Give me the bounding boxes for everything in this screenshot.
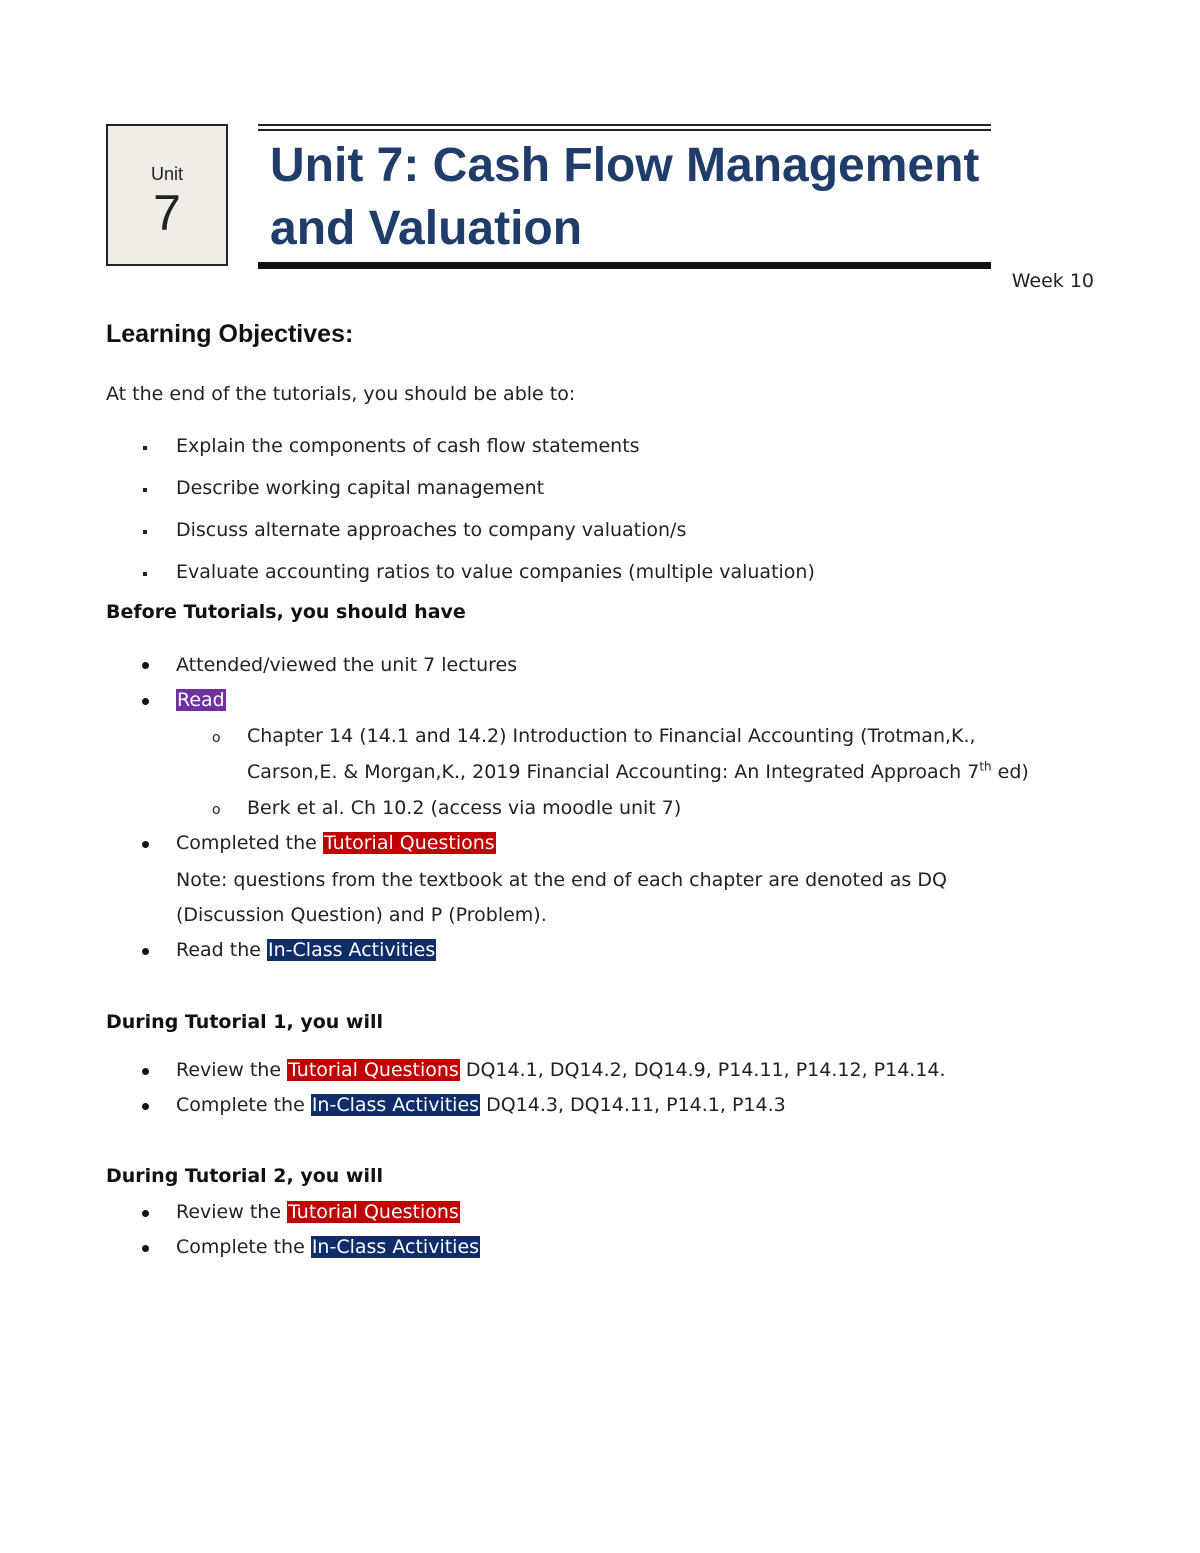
circle-bullet-icon: o: [212, 802, 221, 818]
review-prefix: Review the: [176, 1059, 288, 1081]
in-class-activities-highlight: In-Class Activities: [268, 939, 436, 961]
page-title: Unit 7: Cash Flow Management and Valuation: [270, 139, 980, 255]
tutorial-1-heading: During Tutorial 1, you will: [106, 1011, 384, 1033]
read-highlight: Read: [177, 689, 225, 711]
tutorial-questions-highlight: Tutorial Questions: [288, 1059, 459, 1081]
read-activities-item: [176, 939, 436, 961]
bullet-dot-icon: [142, 1245, 149, 1252]
unit-badge: [106, 124, 228, 266]
review-question-list: DQ14.1, DQ14.2, DQ14.9, P14.11, P14.12, P14.14.: [459, 1059, 946, 1081]
review-prefix: Review the: [176, 1201, 288, 1223]
read-item: [176, 689, 226, 711]
objective-item: Discuss alternate approaches to company valuation/s: [176, 519, 687, 541]
bullet-dot-icon: [142, 948, 149, 955]
tutorial-2-complete-item: [176, 1236, 480, 1258]
bullet-dot-icon: [142, 1103, 149, 1110]
title-bottom-rule: [258, 262, 991, 269]
square-bullet-icon: [143, 446, 147, 450]
tutorial-2-review-item: [176, 1201, 460, 1223]
chapter-reading-superscript: th: [979, 759, 992, 774]
note-line-2: (Discussion Question) and P (Problem).: [176, 904, 547, 926]
complete-question-list: DQ14.3, DQ14.11, P14.1, P14.3: [480, 1094, 786, 1116]
tutorial-questions-highlight: Tutorial Questions: [323, 832, 495, 854]
circle-bullet-icon: o: [212, 730, 221, 746]
learning-objectives-heading: Learning Objectives:: [106, 320, 354, 348]
square-bullet-icon: [143, 572, 147, 576]
tutorial-2-heading: During Tutorial 2, you will: [106, 1165, 384, 1187]
berk-reading: Berk et al. Ch 10.2 (access via moodle unit 7): [247, 797, 682, 819]
square-bullet-icon: [143, 488, 147, 492]
complete-prefix: Complete the: [176, 1094, 311, 1116]
completed-questions-item: [176, 832, 496, 854]
square-bullet-icon: [143, 530, 147, 534]
chapter-reading-suffix: ed): [991, 761, 1029, 783]
bullet-dot-icon: [142, 1068, 149, 1075]
week-label: Week 10: [1011, 270, 1094, 292]
bullet-dot-icon: [142, 841, 149, 848]
chapter-reading-line-1: Chapter 14 (14.1 and 14.2) Introduction to Financial Accounting (Trotman,K.,: [247, 725, 976, 747]
complete-prefix: Complete the: [176, 1236, 311, 1258]
attended-lectures-item: Attended/viewed the unit 7 lectures: [176, 654, 518, 676]
before-tutorials-heading: Before Tutorials, you should have: [106, 601, 466, 623]
tutorial-1-complete-item: [176, 1094, 786, 1116]
learning-objectives-intro: At the end of the tutorials, you should be able to:: [106, 383, 576, 405]
note-line-1: Note: questions from the textbook at the end of each chapter are denoted as DQ: [176, 869, 947, 891]
chapter-reading-text: Carson,E. & Morgan,K., 2019 Financial Accounting: An Integrated Approach 7: [247, 761, 980, 783]
unit-badge-label: Unit: [150, 164, 183, 184]
objective-item: Explain the components of cash flow statements: [176, 435, 640, 457]
in-class-activities-highlight: In-Class Activities: [311, 1236, 480, 1258]
title-top-rule-secondary: [258, 129, 991, 131]
bullet-dot-icon: [142, 698, 149, 705]
read-the-prefix: Read the: [176, 939, 268, 961]
tutorial-1-review-item: [176, 1059, 946, 1081]
unit-badge-number: 7: [153, 185, 181, 241]
completed-prefix: Completed the: [176, 832, 323, 854]
bullet-dot-icon: [142, 1210, 149, 1217]
in-class-activities-highlight: In-Class Activities: [311, 1094, 480, 1116]
bullet-dot-icon: [142, 662, 149, 669]
objective-item: Evaluate accounting ratios to value companies (multiple valuation): [176, 561, 815, 583]
title-top-rule: [258, 124, 991, 126]
tutorial-questions-highlight: Tutorial Questions: [288, 1201, 459, 1223]
chapter-reading-line-2: [247, 761, 1029, 783]
objective-item: Describe working capital management: [176, 477, 545, 499]
